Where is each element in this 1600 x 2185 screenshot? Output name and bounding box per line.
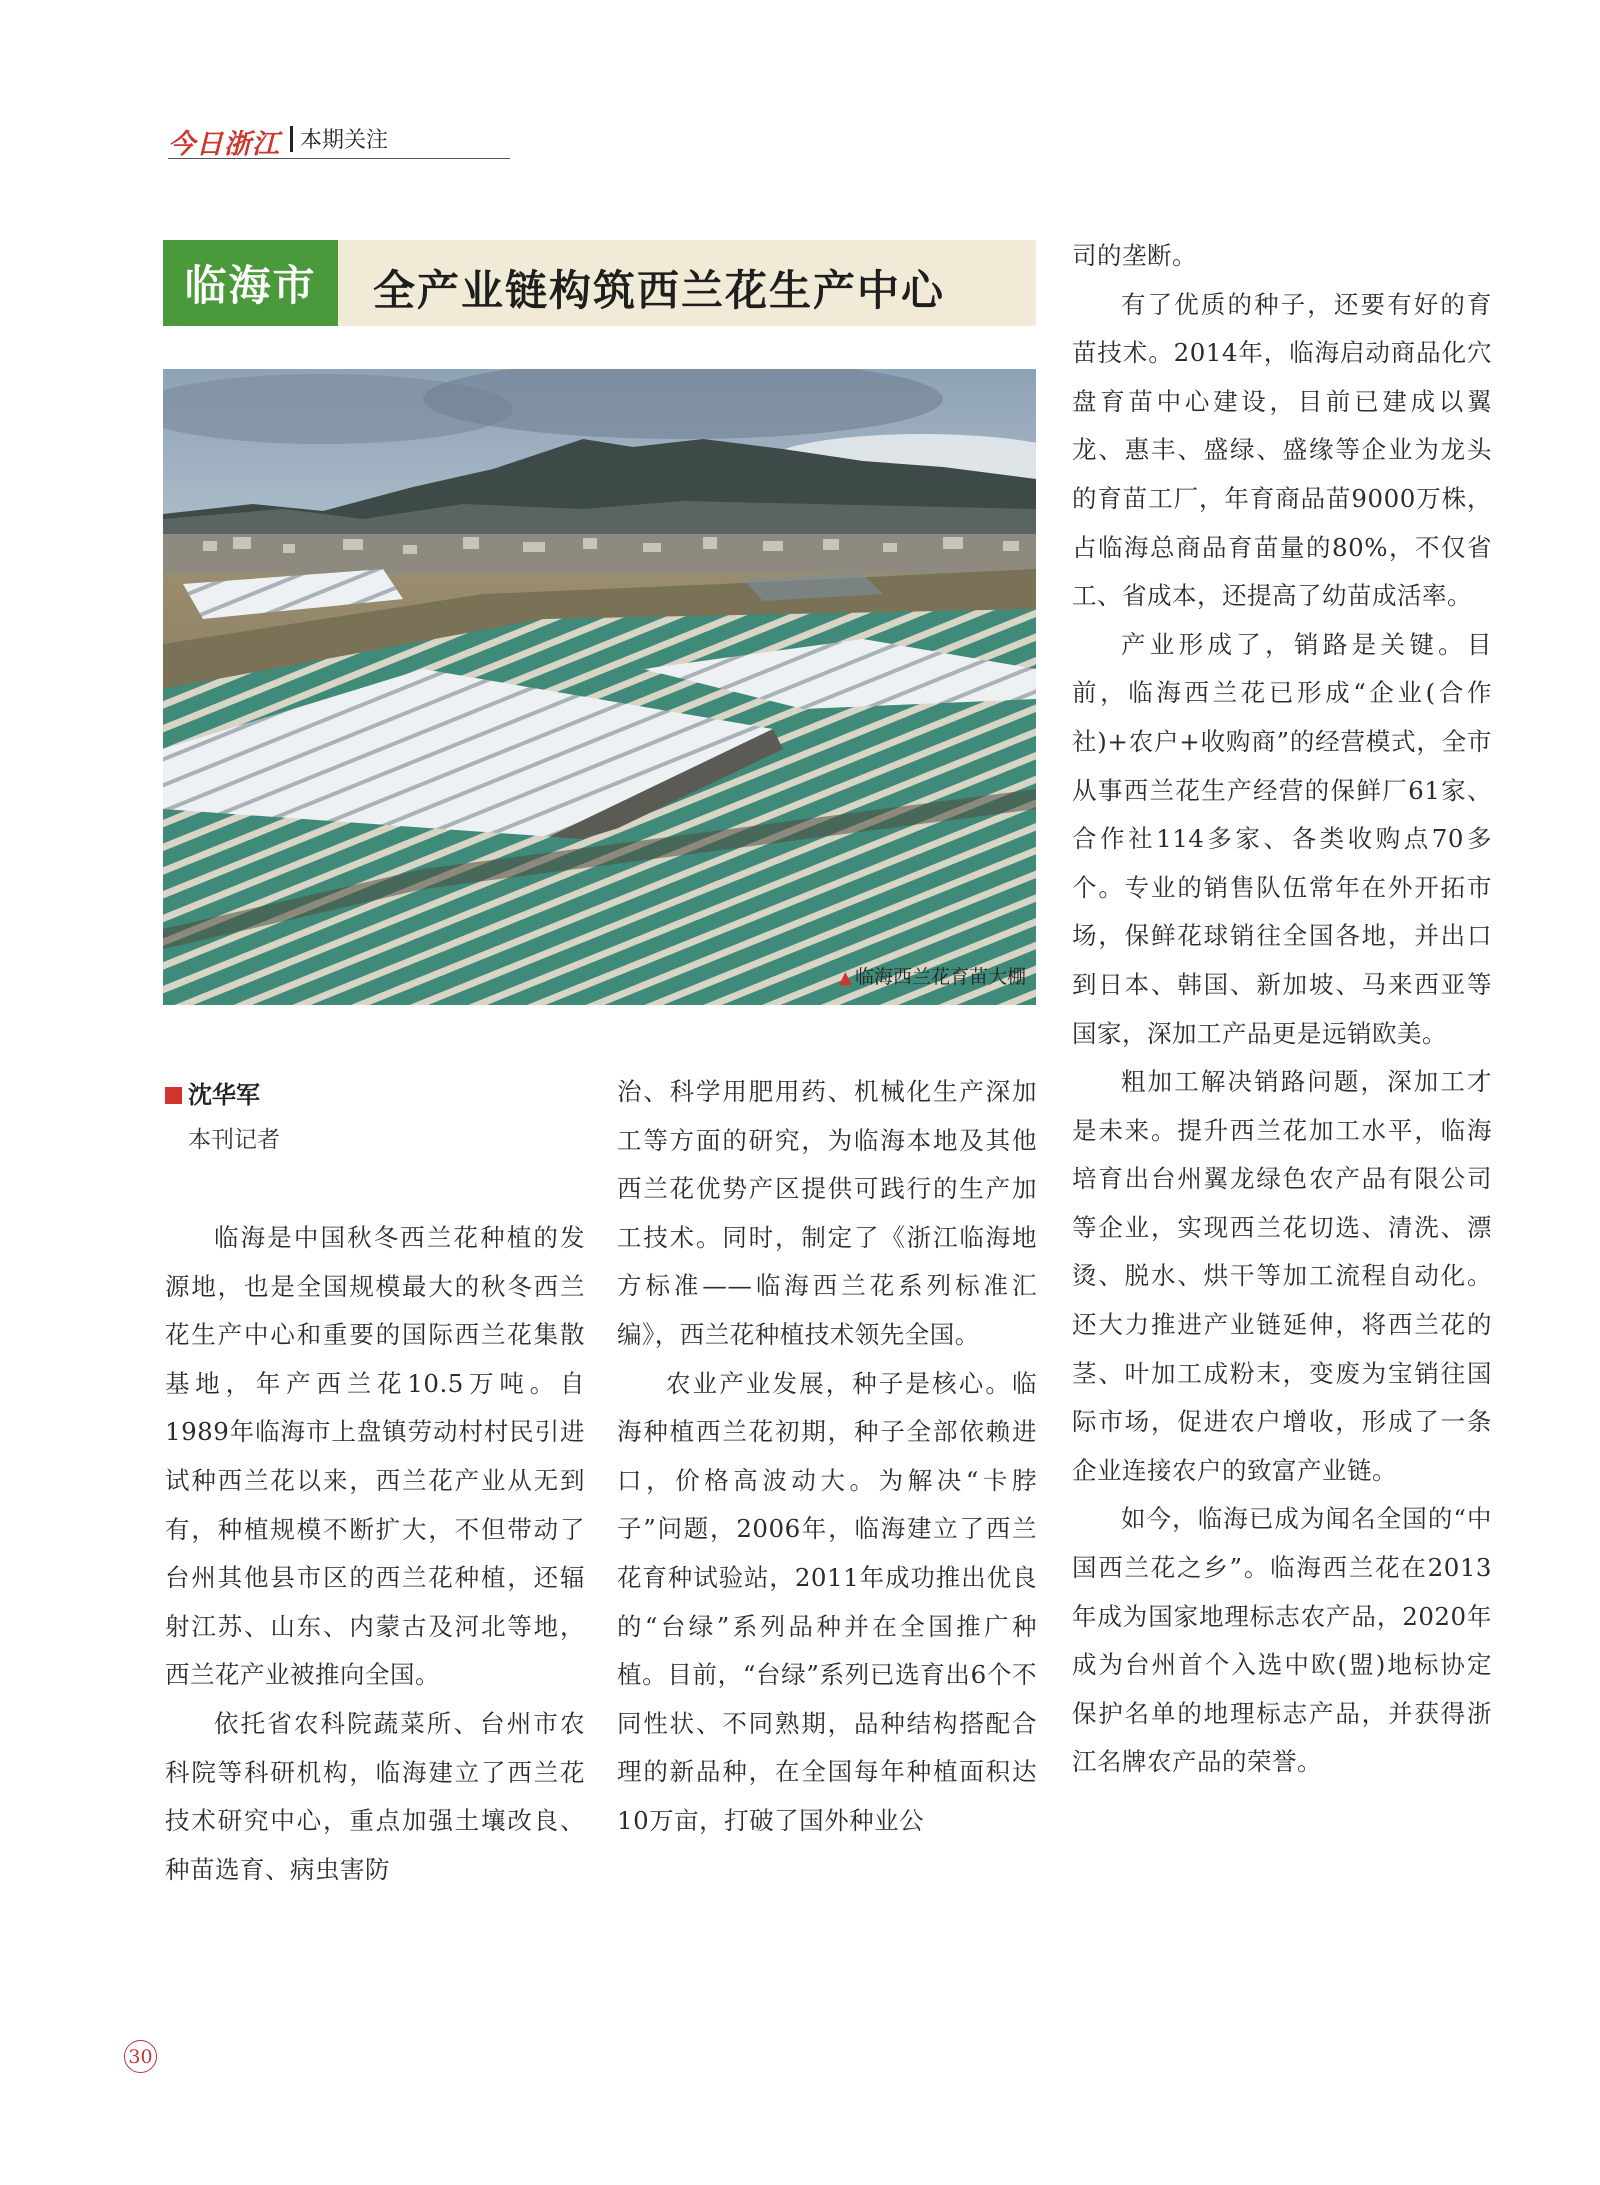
- paragraph: 粗加工解决销路问题，深加工才是未来。提升西兰花加工水平，临海培育出台州翼龙绿色农产品有限公司等企业，实现西兰花切选、清洗、漂烫、脱水、烘干等加工流程自动化。还大力推进产业链延伸，将西兰花的茎、叶加工成粉末，变废为宝销往国际市场，促进农户增收，形成了一条企业连接农户的致富产业链。: [1072, 1067, 1492, 1485]
- paragraph: 治、科学用肥用药、机械化生产深加工等方面的研究，为临海本地及其他西兰花优势产区提供可践行的生产加工技术。同时，制定了《浙江临海地方标准——临海西兰花系列标准汇编》，西兰花种植技术领先全国。: [617, 1077, 1037, 1349]
- author-role: 本刊记者: [188, 1127, 280, 1153]
- paragraph: 产业形成了，销路是关键。目前，临海西兰花已形成“企业(合作社)+农户+收购商”的经营模式，全市从事西兰花生产经营的保鲜厂61家、合作社114多家、各类收购点70多个。专业的销售队伍常年在外开拓市场，保鲜花球销往全国各地，并出口到日本、韩国、新加坡、马来西亚等国家，深加工产品更是远销欧美。: [1072, 629, 1492, 1048]
- paragraph: 农业产业发展，种子是核心。临海种植西兰花初期，种子全部依赖进口，价格高波动大。为解决“卡脖子”问题，2006年，临海建立了西兰花育种试验站，2011年成功推出优良的“台绿”系列品种并在全国推广种植。目前，“台绿”系列已选育出6个不同性状、不同熟期，品种结构搭配合理的新品种，在全国每年种植面积达10万亩，打破了国外种业公: [617, 1368, 1037, 1835]
- paragraph: 临海是中国秋冬西兰花种植的发源地，也是全国规模最大的秋冬西兰花生产中心和重要的国际西兰花集散基地，年产西兰花10.5万吨。自1989年临海市上盘镇劳动村村民引进试种西兰花以来，西兰花产业从无到有，种植规模不断扩大，不但带动了台州其他县市区的西兰花种植，还辐射江苏、山东、内蒙古及河北等地，西兰花产业被推向全国。: [165, 1223, 585, 1690]
- paragraph: 司的垄断。: [1072, 241, 1197, 270]
- paragraph: 如今，临海已成为闻名全国的“中国西兰花之乡”。临海西兰花在2013年成为国家地理标志农产品，2020年成为台州首个入选中欧(盟)地标协定保护名单的地理标志产品，并获得浙江名牌农产品的荣誉。: [1072, 1504, 1492, 1777]
- page-number: 30: [124, 2040, 157, 2073]
- red-square-marker-icon: [165, 1087, 182, 1104]
- article-column-1: [165, 1214, 585, 1894]
- greenhouse-photo: [163, 369, 1036, 1005]
- section-label: 本期关注: [300, 128, 389, 153]
- triangle-marker-icon: ▲: [838, 968, 852, 988]
- greenhouse-aerial-image: [163, 369, 1036, 1005]
- magazine-logo: 今日浙江: [168, 129, 280, 160]
- photo-caption-text: 临海西兰花育苗大棚: [854, 966, 1026, 988]
- paragraph: 有了优质的种子，还要有好的育苗技术。2014年，临海启动商品化穴盘育苗中心建设，目前已建成以翼龙、惠丰、盛绿、盛缘等企业为龙头的育苗工厂，年育商品苗9000万株，占临海总商品育苗量的80%，不仅省工、省成本，还提高了幼苗成活率。: [1072, 289, 1492, 611]
- masthead: [168, 120, 510, 159]
- masthead-divider: [290, 126, 293, 152]
- article-column-3: [1072, 232, 1492, 1787]
- photo-caption: [839, 962, 1026, 989]
- paragraph: 依托省农科院蔬菜所、台州市农科院等科研机构，临海建立了西兰花技术研究中心，重点加强土壤改良、种苗选育、病虫害防: [165, 1708, 585, 1884]
- title-bar: [163, 240, 1036, 326]
- author-name: 沈华军: [188, 1081, 260, 1109]
- article-headline: 全产业链构筑西兰花生产中心: [373, 266, 946, 315]
- article-column-2: [617, 1068, 1037, 1846]
- city-label: 临海市: [163, 240, 338, 326]
- byline: [165, 1075, 260, 1110]
